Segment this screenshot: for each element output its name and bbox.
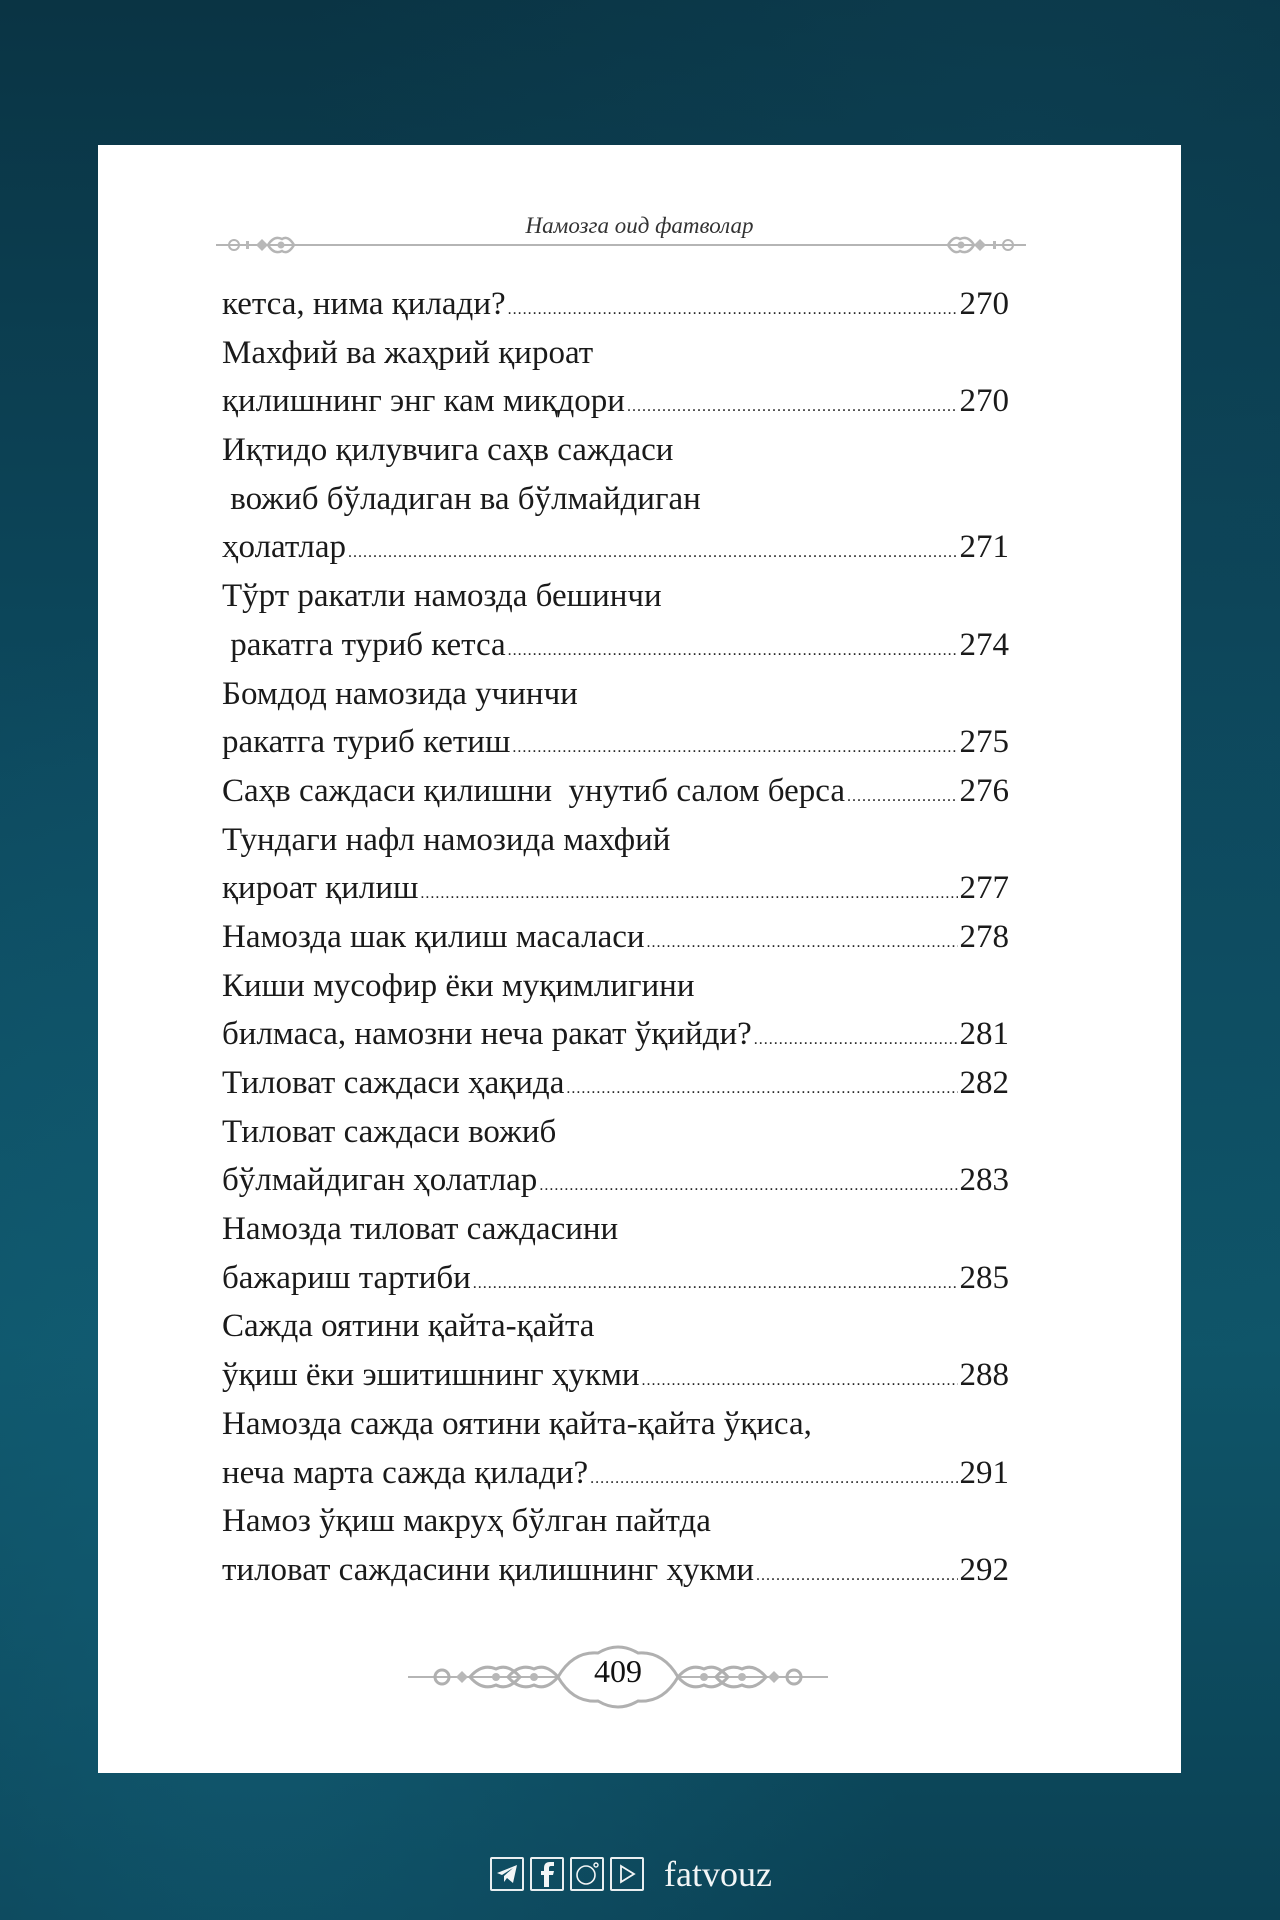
toc-page-number: 281 [959, 1016, 1009, 1053]
toc-leader-dots [348, 529, 957, 578]
toc-entry [222, 913, 1009, 962]
toc-entry [222, 1497, 1009, 1546]
toc-entry [222, 1059, 1009, 1108]
toc-entry-title: Тиловат саждаси ҳақида [222, 1065, 565, 1101]
toc-entry-title: Махфий ва жаҳрий қироат [222, 334, 594, 371]
toc-entry [222, 670, 1009, 719]
toc-entry-title: Иқтидо қилувчига саҳв саждаси [222, 432, 674, 469]
toc-page-number: 282 [959, 1065, 1009, 1101]
toc-leader-dots [847, 773, 958, 822]
toc-leader-dots [508, 627, 958, 676]
page-number: 409 [594, 1653, 642, 1689]
toc-entry [222, 767, 1009, 816]
toc-page-number: 288 [959, 1357, 1009, 1394]
toc-entry-title: бажариш тартиби [222, 1259, 471, 1296]
toc-entry-title: неча марта сажда қилади? [222, 1454, 589, 1491]
toc-leader-dots [647, 919, 958, 968]
toc-entry-title: қилишнинг энг кам миқдори [222, 383, 625, 420]
toc-page-number: 285 [959, 1259, 1009, 1296]
toc-entry [222, 1254, 1009, 1303]
toc-page-number: 274 [959, 626, 1009, 663]
toc-entry-title: ўқиш ёки эшитишнинг ҳукми [222, 1357, 640, 1394]
toc-entry [222, 1010, 1009, 1059]
toc-entry [222, 426, 1009, 475]
toc-entry-title: Намозда сажда оятини қайта-қайта ўқиса, [222, 1405, 812, 1442]
toc-entry [222, 1351, 1009, 1400]
social-footer [490, 1854, 772, 1894]
toc-page-number: 271 [959, 529, 1009, 566]
toc-entry [222, 475, 1009, 524]
toc-entry [222, 1302, 1009, 1351]
toc-entry-title: ҳолатлар [222, 529, 347, 566]
toc-page-number: 270 [959, 286, 1009, 322]
toc-entry [222, 1205, 1009, 1254]
toc-leader-dots [756, 1552, 957, 1601]
toc-leader-dots [627, 383, 958, 432]
header-ornament-left [229, 238, 294, 252]
toc-entry [222, 523, 1009, 572]
telegram-icon[interactable] [490, 1857, 524, 1891]
header-ornament-rule [216, 235, 1026, 255]
toc-entry-title: ракатга туриб кетса [222, 626, 506, 663]
toc-entry [222, 864, 1009, 913]
toc-entry-title: Саҳв саждаси қилишни унутиб салом берса [222, 772, 845, 809]
toc-entry-title: бўлмайдиган ҳолатлар [222, 1162, 538, 1199]
toc-page-number: 270 [959, 383, 1009, 420]
toc-leader-dots [642, 1357, 958, 1406]
toc-leader-dots [420, 870, 957, 919]
toc-page-number: 292 [959, 1551, 1009, 1588]
toc-entry-title: вожиб бўладиган ва бўлмайдиган [222, 480, 701, 517]
toc-entry [222, 1156, 1009, 1205]
toc-page-number: 278 [959, 918, 1009, 955]
toc-page-number: 277 [959, 870, 1009, 907]
toc-entry [222, 572, 1009, 621]
toc-entry [222, 280, 1009, 329]
toc-leader-dots [508, 286, 958, 335]
book-page [98, 145, 1181, 1773]
toc-entry-title: Намозда шак қилиш масаласи [222, 918, 645, 955]
toc-entry [222, 1449, 1009, 1498]
toc-entry [222, 329, 1009, 378]
toc-page-number: 276 [959, 772, 1009, 809]
toc-leader-dots [754, 1016, 958, 1065]
toc-entry-title: Тундаги нафл намозида махфий [222, 821, 671, 858]
toc-entry-title: Бомдод намозида учинчи [222, 675, 578, 712]
toc-entry-title: тиловат саждасини қилишнинг ҳукми [222, 1551, 755, 1588]
table-of-contents [222, 280, 1009, 1595]
toc-leader-dots [539, 1162, 957, 1211]
toc-entry [222, 621, 1009, 670]
youtube-icon[interactable] [610, 1857, 644, 1891]
toc-entry-title: Намоз ўқиш макруҳ бўлган пайтда [222, 1503, 711, 1540]
header-ornament-right [948, 238, 1013, 252]
toc-entry [222, 718, 1009, 767]
toc-page-number: 291 [959, 1454, 1009, 1491]
toc-entry-title: Сажда оятини қайта-қайта [222, 1308, 595, 1345]
toc-entry [222, 1108, 1009, 1157]
toc-page-number: 275 [959, 724, 1009, 761]
toc-entry-title: ракатга туриб кетиш [222, 724, 511, 761]
toc-entry-title: қироат қилиш [222, 870, 419, 907]
toc-entry [222, 1400, 1009, 1449]
page-number-ornament [408, 1635, 828, 1719]
toc-entry-title: кетса, нима қилади? [222, 286, 506, 322]
toc-entry [222, 377, 1009, 426]
facebook-icon[interactable] [530, 1857, 564, 1891]
instagram-icon[interactable] [570, 1857, 604, 1891]
toc-leader-dots [473, 1260, 958, 1309]
toc-entry [222, 1546, 1009, 1595]
toc-leader-dots [590, 1455, 957, 1504]
toc-entry-title: Киши мусофир ёки муқимлигини [222, 967, 695, 1004]
toc-entry-title: Тиловат саждаси вожиб [222, 1113, 557, 1150]
running-head: Намозга оид фатволар [525, 213, 754, 238]
toc-leader-dots [566, 1065, 957, 1114]
toc-entry-title: Тўрт ракатли намозда бешинчи [222, 578, 662, 615]
toc-entry [222, 816, 1009, 865]
toc-entry-title: Намозда тиловат саждасини [222, 1211, 619, 1248]
toc-entry-title: билмаса, намозни неча ракат ўқийди? [222, 1016, 752, 1053]
toc-leader-dots [512, 724, 957, 773]
toc-entry [222, 962, 1009, 1011]
brand-handle[interactable]: fatvouz [664, 1854, 772, 1894]
toc-page-number: 283 [959, 1162, 1009, 1199]
